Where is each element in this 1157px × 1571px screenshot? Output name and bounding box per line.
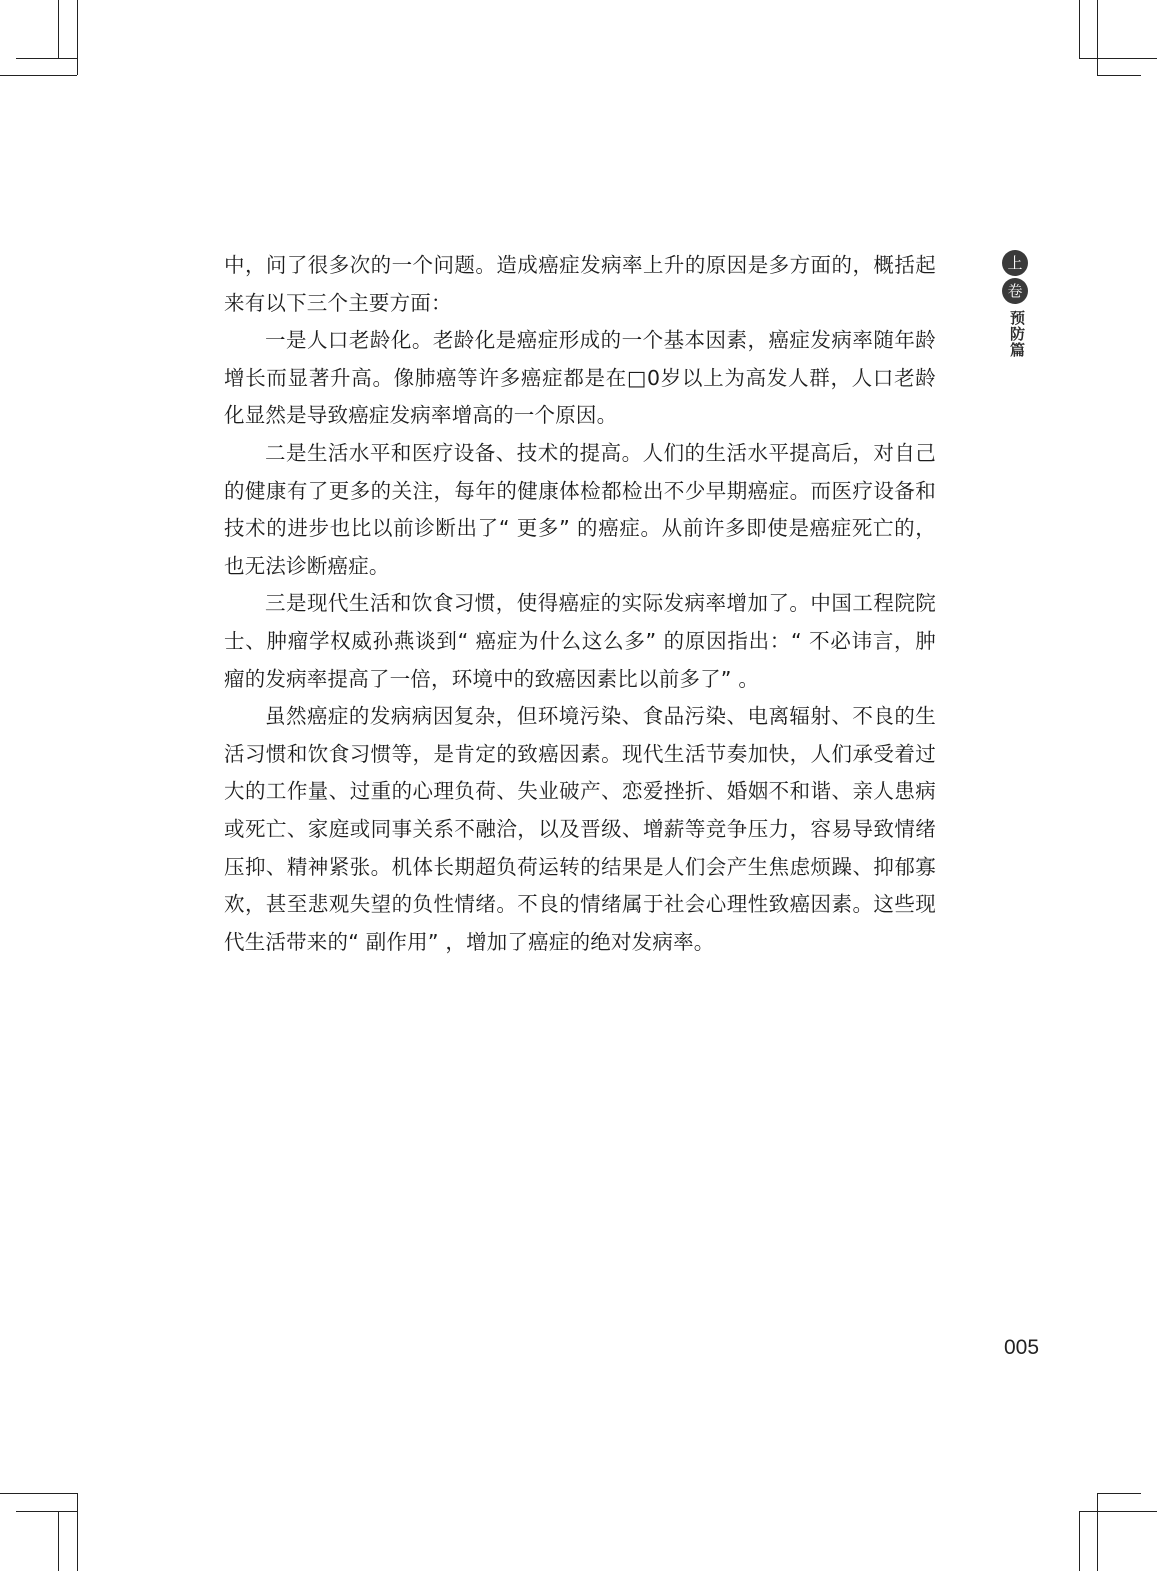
crop-mark <box>0 75 77 76</box>
crop-mark <box>58 1511 59 1571</box>
page-body <box>224 247 936 961</box>
volume-badge: 卷 <box>1002 278 1028 304</box>
crop-mark <box>16 1511 78 1512</box>
crop-mark <box>77 0 78 75</box>
crop-mark <box>1079 1511 1157 1512</box>
crop-mark <box>16 58 78 59</box>
crop-mark <box>1097 75 1141 76</box>
crop-mark <box>58 0 59 58</box>
crop-mark <box>1097 1493 1141 1494</box>
volume-badge: 上 <box>1002 250 1028 276</box>
crop-mark <box>1097 0 1098 75</box>
crop-mark <box>0 1493 77 1494</box>
crop-mark <box>1097 1493 1098 1571</box>
section-side-tab <box>1000 250 1030 358</box>
paragraph: 二是生活水平和医疗设备、技术的提高。人们的生活水平提高后，对自己的健康有了更多的关注，每年的健康体检都检出不少早期癌症。而医疗设备和技术的进步也比以前诊断出了“ 更多” 的癌症。从前许多即使是癌症死亡的，也无法诊断癌症。 <box>224 440 936 578</box>
paragraph: 三是现代生活和饮食习惯，使得癌症的实际发病率增加了。中国工程院院士、肿瘤学权威孙燕谈到“ 癌症为什么这么多” 的原因指出：“ 不必讳言，肿瘤的发病率提高了一倍，环境中的致癌因素比以前多了” 。 <box>224 591 936 691</box>
paragraph: 一是人口老龄化。老龄化是癌症形成的一个基本因素，癌症发病率随年龄增长而显著升高。像肺癌等许多癌症都是在□0岁以上为高发人群，人口老龄化显然是导致癌症发病率增高的一个原因。 <box>224 328 936 428</box>
crop-mark <box>1079 58 1157 59</box>
crop-mark <box>77 1493 78 1571</box>
crop-mark <box>1079 0 1080 58</box>
paragraph: 虽然癌症的发病病因复杂，但环境污染、食品污染、电离辐射、不良的生活习惯和饮食习惯等，是肯定的致癌因素。现代生活节奏加快，人们承受着过大的工作量、过重的心理负荷、失业破产、恋爱挫折、婚姻不和谐、亲人患病或死亡、家庭或同事关系不融洽，以及晋级、增薪等竞争压力，容易导致情绪压抑、精神紧张。机体长期超负荷运转的结果是人们会产生焦虑烦躁、抑郁寡欢，甚至悲观失望的负性情绪。不良的情绪属于社会心理性致癌因素。这些现代生活带来的“ 副作用” ，增加了癌症的绝对发病率。 <box>224 704 936 954</box>
page-number: 005 <box>1004 1336 1040 1359</box>
section-label: 预防篇 <box>1008 310 1026 358</box>
crop-mark <box>1079 1511 1080 1571</box>
paragraph: 中，问了很多次的一个问题。造成癌症发病率上升的原因是多方面的，概括起来有以下三个主要方面： <box>224 253 936 315</box>
